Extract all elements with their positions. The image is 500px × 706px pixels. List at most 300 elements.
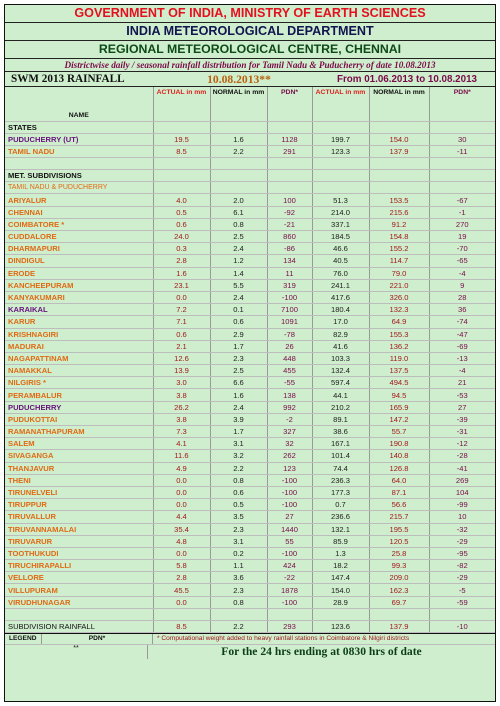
row-name: MADURAI bbox=[5, 340, 153, 352]
row-value: 180.4 bbox=[312, 304, 369, 316]
row-value: -74 bbox=[429, 316, 495, 328]
district-row bbox=[5, 474, 495, 486]
row-value: 3.6 bbox=[210, 572, 267, 584]
row-value: 3.8 bbox=[153, 389, 210, 401]
row-name: PERAMBALUR bbox=[5, 389, 153, 401]
section-metsub-row bbox=[5, 170, 495, 182]
district-row bbox=[5, 377, 495, 389]
col-normal-day: NORMAL in mm bbox=[210, 87, 267, 121]
row-value: 4.1 bbox=[153, 438, 210, 450]
row-value: 417.6 bbox=[312, 291, 369, 303]
row-value: 154.0 bbox=[312, 584, 369, 596]
row-value: 64.0 bbox=[369, 474, 429, 486]
row-value: 3.9 bbox=[210, 413, 267, 425]
district-row bbox=[5, 499, 495, 511]
row-value: 2.5 bbox=[210, 365, 267, 377]
row-value: 214.0 bbox=[312, 206, 369, 218]
row-value: 494.5 bbox=[369, 377, 429, 389]
row-name: VILLUPURAM bbox=[5, 584, 153, 596]
row-name: DINDIGUL bbox=[5, 255, 153, 267]
row-name: KRISHNAGIRI bbox=[5, 328, 153, 340]
row-value: 190.8 bbox=[369, 438, 429, 450]
row-value: 132.1 bbox=[312, 523, 369, 535]
row-value: 138 bbox=[267, 389, 312, 401]
row-value: 2.5 bbox=[210, 231, 267, 243]
row-value: 0.2 bbox=[210, 547, 267, 559]
row-value: 199.7 bbox=[312, 133, 369, 145]
legend-note: * Computational weight added to heavy rainfall stations in Coimbatore & Nilgiri districts bbox=[157, 635, 410, 642]
row-value: 82.9 bbox=[312, 328, 369, 340]
row-value: 597.4 bbox=[312, 377, 369, 389]
district-row bbox=[5, 352, 495, 364]
row-value: 79.0 bbox=[369, 267, 429, 279]
row-value: 2.4 bbox=[210, 401, 267, 413]
district-row bbox=[5, 267, 495, 279]
row-value: -92 bbox=[267, 206, 312, 218]
row-value: 27 bbox=[429, 401, 495, 413]
row-value: 0.0 bbox=[153, 291, 210, 303]
row-value: 85.9 bbox=[312, 535, 369, 547]
row-value: 236.6 bbox=[312, 511, 369, 523]
row-value: 137.9 bbox=[369, 145, 429, 157]
row-value: 87.1 bbox=[369, 486, 429, 498]
row-value: 3.1 bbox=[210, 438, 267, 450]
centre-title: REGIONAL METEOROLOGICAL CENTRE, CHENNAI bbox=[5, 41, 495, 59]
col-normal-season: NORMAL in mm bbox=[369, 87, 429, 121]
subdivision-name-row bbox=[5, 182, 495, 194]
row-name: SALEM bbox=[5, 438, 153, 450]
row-value: 23.1 bbox=[153, 279, 210, 291]
row-value: 132.3 bbox=[369, 304, 429, 316]
district-row bbox=[5, 450, 495, 462]
row-value: 41.6 bbox=[312, 340, 369, 352]
row-value: -4 bbox=[429, 365, 495, 377]
row-value: 134 bbox=[267, 255, 312, 267]
rainfall-table bbox=[5, 87, 495, 633]
rainfall-report-sheet bbox=[4, 4, 496, 702]
state-row bbox=[5, 133, 495, 145]
season-label: SWM 2013 RAINFALL bbox=[11, 73, 125, 85]
spacer-row-label bbox=[5, 158, 153, 170]
row-value: 120.5 bbox=[369, 535, 429, 547]
district-row bbox=[5, 316, 495, 328]
row-value: 104 bbox=[429, 486, 495, 498]
row-value: -82 bbox=[429, 560, 495, 572]
row-value: 0.5 bbox=[153, 206, 210, 218]
row-value: 0.1 bbox=[210, 304, 267, 316]
row-name: VELLORE bbox=[5, 572, 153, 584]
column-header-row bbox=[5, 87, 495, 121]
row-value: 4.4 bbox=[153, 511, 210, 523]
row-value: -69 bbox=[429, 340, 495, 352]
row-value: 1128 bbox=[267, 133, 312, 145]
row-value: 12.6 bbox=[153, 352, 210, 364]
row-value: 51.3 bbox=[312, 194, 369, 206]
row-value: 28.9 bbox=[312, 596, 369, 608]
row-value: -100 bbox=[267, 499, 312, 511]
row-value: 2.4 bbox=[210, 243, 267, 255]
row-value: 21 bbox=[429, 377, 495, 389]
col-pdn-season: PDN* bbox=[429, 87, 495, 121]
row-name: KANYAKUMARI bbox=[5, 291, 153, 303]
district-row bbox=[5, 365, 495, 377]
row-value: 0.0 bbox=[153, 486, 210, 498]
row-value: 455 bbox=[267, 365, 312, 377]
row-name: SIVAGANGA bbox=[5, 450, 153, 462]
row-value: 4.9 bbox=[153, 462, 210, 474]
row-value: 25.8 bbox=[369, 547, 429, 559]
row-value: 69.7 bbox=[369, 596, 429, 608]
row-value: -21 bbox=[267, 218, 312, 230]
row-value: 0.6 bbox=[210, 486, 267, 498]
subdivision-total-row bbox=[5, 620, 495, 632]
row-value: -67 bbox=[429, 194, 495, 206]
district-row bbox=[5, 243, 495, 255]
row-name: NAGAPATTINAM bbox=[5, 352, 153, 364]
row-value: -100 bbox=[267, 486, 312, 498]
row-value: 1.7 bbox=[210, 426, 267, 438]
row-value: 153.5 bbox=[369, 194, 429, 206]
row-value: 136.2 bbox=[369, 340, 429, 352]
row-value: 140.8 bbox=[369, 450, 429, 462]
row-value: 337.1 bbox=[312, 218, 369, 230]
row-value: 2.2 bbox=[210, 145, 267, 157]
row-value: 236.3 bbox=[312, 474, 369, 486]
row-value: -78 bbox=[267, 328, 312, 340]
spacer-row-label bbox=[5, 608, 153, 620]
row-value: 992 bbox=[267, 401, 312, 413]
district-row bbox=[5, 596, 495, 608]
row-value: 18.2 bbox=[312, 560, 369, 572]
district-row bbox=[5, 572, 495, 584]
district-row bbox=[5, 279, 495, 291]
row-name: PUDUKOTTAI bbox=[5, 413, 153, 425]
row-value: 6.1 bbox=[210, 206, 267, 218]
row-value: -29 bbox=[429, 535, 495, 547]
row-value: 0.7 bbox=[312, 499, 369, 511]
row-value: 3.5 bbox=[210, 511, 267, 523]
row-value: 147.2 bbox=[369, 413, 429, 425]
row-value: 8.5 bbox=[153, 620, 210, 632]
row-value: 319 bbox=[267, 279, 312, 291]
row-name: TIRUNELVELI bbox=[5, 486, 153, 498]
row-value: 3.2 bbox=[210, 450, 267, 462]
row-name: TAMIL NADU bbox=[5, 145, 153, 157]
row-value: -11 bbox=[429, 145, 495, 157]
row-value: 0.8 bbox=[210, 218, 267, 230]
district-row bbox=[5, 426, 495, 438]
district-row bbox=[5, 547, 495, 559]
row-name: TIRUVARUR bbox=[5, 535, 153, 547]
row-value: 291 bbox=[267, 145, 312, 157]
row-value: 269 bbox=[429, 474, 495, 486]
legend-label: LEGEND bbox=[5, 634, 42, 644]
row-name: TIRUCHIRAPALLI bbox=[5, 560, 153, 572]
row-value: 221.0 bbox=[369, 279, 429, 291]
col-actual-day: ACTUAL in mm bbox=[153, 87, 210, 121]
row-value: 19 bbox=[429, 231, 495, 243]
row-name: NILGIRIS * bbox=[5, 377, 153, 389]
row-value: 0.0 bbox=[153, 474, 210, 486]
row-value: 184.5 bbox=[312, 231, 369, 243]
col-actual-season: ACTUAL in mm bbox=[312, 87, 369, 121]
row-value: 424 bbox=[267, 560, 312, 572]
row-value: -99 bbox=[429, 499, 495, 511]
district-row bbox=[5, 304, 495, 316]
row-name: TIRUVALLUR bbox=[5, 511, 153, 523]
row-value: 2.1 bbox=[153, 340, 210, 352]
row-value: 1.6 bbox=[210, 389, 267, 401]
row-value: 154.0 bbox=[369, 133, 429, 145]
report-date: 10.08.2013** bbox=[207, 72, 271, 86]
row-value: 40.5 bbox=[312, 255, 369, 267]
row-value: -4 bbox=[429, 267, 495, 279]
row-value: 1440 bbox=[267, 523, 312, 535]
row-value: 1.6 bbox=[153, 267, 210, 279]
row-value: -10 bbox=[429, 620, 495, 632]
row-value: -53 bbox=[429, 389, 495, 401]
row-value: -2 bbox=[267, 413, 312, 425]
row-value: 210.2 bbox=[312, 401, 369, 413]
row-value: 26.2 bbox=[153, 401, 210, 413]
row-name: PUDUCHERRY (UT) bbox=[5, 133, 153, 145]
department-title: INDIA METEOROLOGICAL DEPARTMENT bbox=[5, 23, 495, 41]
row-value: 3.0 bbox=[153, 377, 210, 389]
row-value: -5 bbox=[429, 584, 495, 596]
section-states-row bbox=[5, 121, 495, 133]
row-value: -59 bbox=[429, 596, 495, 608]
season-bar bbox=[5, 72, 495, 87]
row-value: -86 bbox=[267, 243, 312, 255]
row-value: 89.1 bbox=[312, 413, 369, 425]
row-value: 99.3 bbox=[369, 560, 429, 572]
row-name: THANJAVUR bbox=[5, 462, 153, 474]
legend-pdn: PDN* bbox=[42, 634, 153, 644]
row-value: 4.8 bbox=[153, 535, 210, 547]
district-row bbox=[5, 389, 495, 401]
row-value: 44.1 bbox=[312, 389, 369, 401]
row-value: 137.5 bbox=[369, 365, 429, 377]
district-row bbox=[5, 486, 495, 498]
row-value: 167.1 bbox=[312, 438, 369, 450]
row-value: -41 bbox=[429, 462, 495, 474]
row-value: -22 bbox=[267, 572, 312, 584]
row-value: -100 bbox=[267, 474, 312, 486]
row-value: 26 bbox=[267, 340, 312, 352]
district-row bbox=[5, 218, 495, 230]
row-value: -65 bbox=[429, 255, 495, 267]
row-value: 2.8 bbox=[153, 255, 210, 267]
row-value: -70 bbox=[429, 243, 495, 255]
row-value: 241.1 bbox=[312, 279, 369, 291]
row-value: -31 bbox=[429, 426, 495, 438]
row-value: -13 bbox=[429, 352, 495, 364]
row-value: 1.6 bbox=[210, 133, 267, 145]
row-value: 74.4 bbox=[312, 462, 369, 474]
row-value: 27 bbox=[267, 511, 312, 523]
row-name: DHARMAPURI bbox=[5, 243, 153, 255]
row-name: THENI bbox=[5, 474, 153, 486]
row-value: 177.3 bbox=[312, 486, 369, 498]
report-description: Districtwise daily / seasonal rainfall distribution for Tamil Nadu & Puducherry of date 10.08.2013 bbox=[5, 59, 495, 72]
row-value: 0.8 bbox=[210, 474, 267, 486]
row-value: 64.9 bbox=[369, 316, 429, 328]
row-value: 215.7 bbox=[369, 511, 429, 523]
section-metsub-row-label: MET. SUBDIVISIONS bbox=[5, 170, 153, 182]
row-value: 2.3 bbox=[210, 584, 267, 596]
row-name: ERODE bbox=[5, 267, 153, 279]
row-value: 137.9 bbox=[369, 620, 429, 632]
row-value: 1.7 bbox=[210, 340, 267, 352]
district-row bbox=[5, 523, 495, 535]
row-value: 19.5 bbox=[153, 133, 210, 145]
row-value: 1878 bbox=[267, 584, 312, 596]
row-value: 123.6 bbox=[312, 620, 369, 632]
row-value: 132.4 bbox=[312, 365, 369, 377]
row-value: -32 bbox=[429, 523, 495, 535]
row-name: RAMANATHAPURAM bbox=[5, 426, 153, 438]
district-row bbox=[5, 462, 495, 474]
row-value: 1.2 bbox=[210, 255, 267, 267]
row-value: 327 bbox=[267, 426, 312, 438]
row-value: 8.5 bbox=[153, 145, 210, 157]
district-row bbox=[5, 206, 495, 218]
district-row bbox=[5, 584, 495, 596]
col-name: NAME bbox=[5, 87, 153, 121]
row-value: 7.1 bbox=[153, 316, 210, 328]
row-value: 2.4 bbox=[210, 291, 267, 303]
row-value: -29 bbox=[429, 572, 495, 584]
legend-double-star: ** bbox=[5, 645, 148, 659]
row-name: COIMBATORE * bbox=[5, 218, 153, 230]
row-name: KARUR bbox=[5, 316, 153, 328]
row-value: 35.4 bbox=[153, 523, 210, 535]
ministry-title: GOVERNMENT OF INDIA, MINISTRY OF EARTH SCIENCES bbox=[5, 5, 495, 23]
row-value: 2.3 bbox=[210, 352, 267, 364]
row-value: 123 bbox=[267, 462, 312, 474]
season-period: From 01.06.2013 to 10.08.2013 bbox=[337, 73, 477, 85]
row-value: 13.9 bbox=[153, 365, 210, 377]
row-value: 1.1 bbox=[210, 560, 267, 572]
district-row bbox=[5, 401, 495, 413]
row-value: -39 bbox=[429, 413, 495, 425]
row-value: 5.8 bbox=[153, 560, 210, 572]
section-states-label: STATES bbox=[5, 121, 153, 133]
district-row bbox=[5, 535, 495, 547]
district-row bbox=[5, 194, 495, 206]
state-row bbox=[5, 145, 495, 157]
row-value: 860 bbox=[267, 231, 312, 243]
row-value: 162.3 bbox=[369, 584, 429, 596]
row-value: -28 bbox=[429, 450, 495, 462]
footer-row bbox=[5, 645, 495, 659]
row-value: 2.2 bbox=[210, 462, 267, 474]
row-value: 0.0 bbox=[153, 596, 210, 608]
row-value: 6.6 bbox=[210, 377, 267, 389]
row-value: 7.3 bbox=[153, 426, 210, 438]
row-value: 114.7 bbox=[369, 255, 429, 267]
row-value: 1.3 bbox=[312, 547, 369, 559]
col-pdn-day: PDN* bbox=[267, 87, 312, 121]
row-value: 154.8 bbox=[369, 231, 429, 243]
row-name: PUDUCHERRY bbox=[5, 401, 153, 413]
row-value: 2.3 bbox=[210, 523, 267, 535]
legend-row bbox=[5, 633, 495, 645]
spacer-row bbox=[5, 608, 495, 620]
row-value: 100 bbox=[267, 194, 312, 206]
row-value: 4.0 bbox=[153, 194, 210, 206]
row-value: 7.2 bbox=[153, 304, 210, 316]
row-value: 262 bbox=[267, 450, 312, 462]
row-value: 2.9 bbox=[210, 328, 267, 340]
row-value: 2.8 bbox=[153, 572, 210, 584]
row-value: 24.0 bbox=[153, 231, 210, 243]
row-name: ARIYALUR bbox=[5, 194, 153, 206]
row-value: 0.5 bbox=[210, 499, 267, 511]
row-value: 2.0 bbox=[210, 194, 267, 206]
row-name: VIRUDHUNAGAR bbox=[5, 596, 153, 608]
row-name: NAMAKKAL bbox=[5, 365, 153, 377]
row-value: 0.3 bbox=[153, 243, 210, 255]
row-value: 55 bbox=[267, 535, 312, 547]
row-value: 3.8 bbox=[153, 413, 210, 425]
row-value: 46.6 bbox=[312, 243, 369, 255]
row-value: 45.5 bbox=[153, 584, 210, 596]
row-value: 28 bbox=[429, 291, 495, 303]
row-value: 0.6 bbox=[153, 218, 210, 230]
row-value: 0.0 bbox=[153, 547, 210, 559]
row-value: 32 bbox=[267, 438, 312, 450]
row-value: 0.6 bbox=[153, 328, 210, 340]
row-value: 3.1 bbox=[210, 535, 267, 547]
row-value: 1.4 bbox=[210, 267, 267, 279]
row-name: KANCHEEPURAM bbox=[5, 279, 153, 291]
row-value: 5.5 bbox=[210, 279, 267, 291]
row-value: 126.8 bbox=[369, 462, 429, 474]
row-value: 293 bbox=[267, 620, 312, 632]
subdivision-name-row-label: TAMIL NADU & PUDUCHERRY bbox=[5, 182, 153, 194]
row-value: -100 bbox=[267, 596, 312, 608]
row-value: 0.8 bbox=[210, 596, 267, 608]
row-value: 147.4 bbox=[312, 572, 369, 584]
district-row bbox=[5, 255, 495, 267]
row-value: 38.6 bbox=[312, 426, 369, 438]
row-value: 270 bbox=[429, 218, 495, 230]
row-name: TIRUPPUR bbox=[5, 499, 153, 511]
district-row bbox=[5, 291, 495, 303]
row-value: -1 bbox=[429, 206, 495, 218]
row-value: 0.6 bbox=[210, 316, 267, 328]
district-row bbox=[5, 413, 495, 425]
district-row bbox=[5, 438, 495, 450]
row-name: SUBDIVISION RAINFALL bbox=[5, 620, 153, 632]
row-value: 119.0 bbox=[369, 352, 429, 364]
district-row bbox=[5, 231, 495, 243]
row-value: 7100 bbox=[267, 304, 312, 316]
district-row bbox=[5, 340, 495, 352]
row-value: 76.0 bbox=[312, 267, 369, 279]
row-name: CHENNAI bbox=[5, 206, 153, 218]
row-name: TIRUVANNAMALAI bbox=[5, 523, 153, 535]
row-value: -12 bbox=[429, 438, 495, 450]
row-value: 36 bbox=[429, 304, 495, 316]
row-value: 123.3 bbox=[312, 145, 369, 157]
spacer-row bbox=[5, 158, 495, 170]
row-value: -55 bbox=[267, 377, 312, 389]
row-value: 155.3 bbox=[369, 328, 429, 340]
row-name: CUDDALORE bbox=[5, 231, 153, 243]
row-value: 165.9 bbox=[369, 401, 429, 413]
